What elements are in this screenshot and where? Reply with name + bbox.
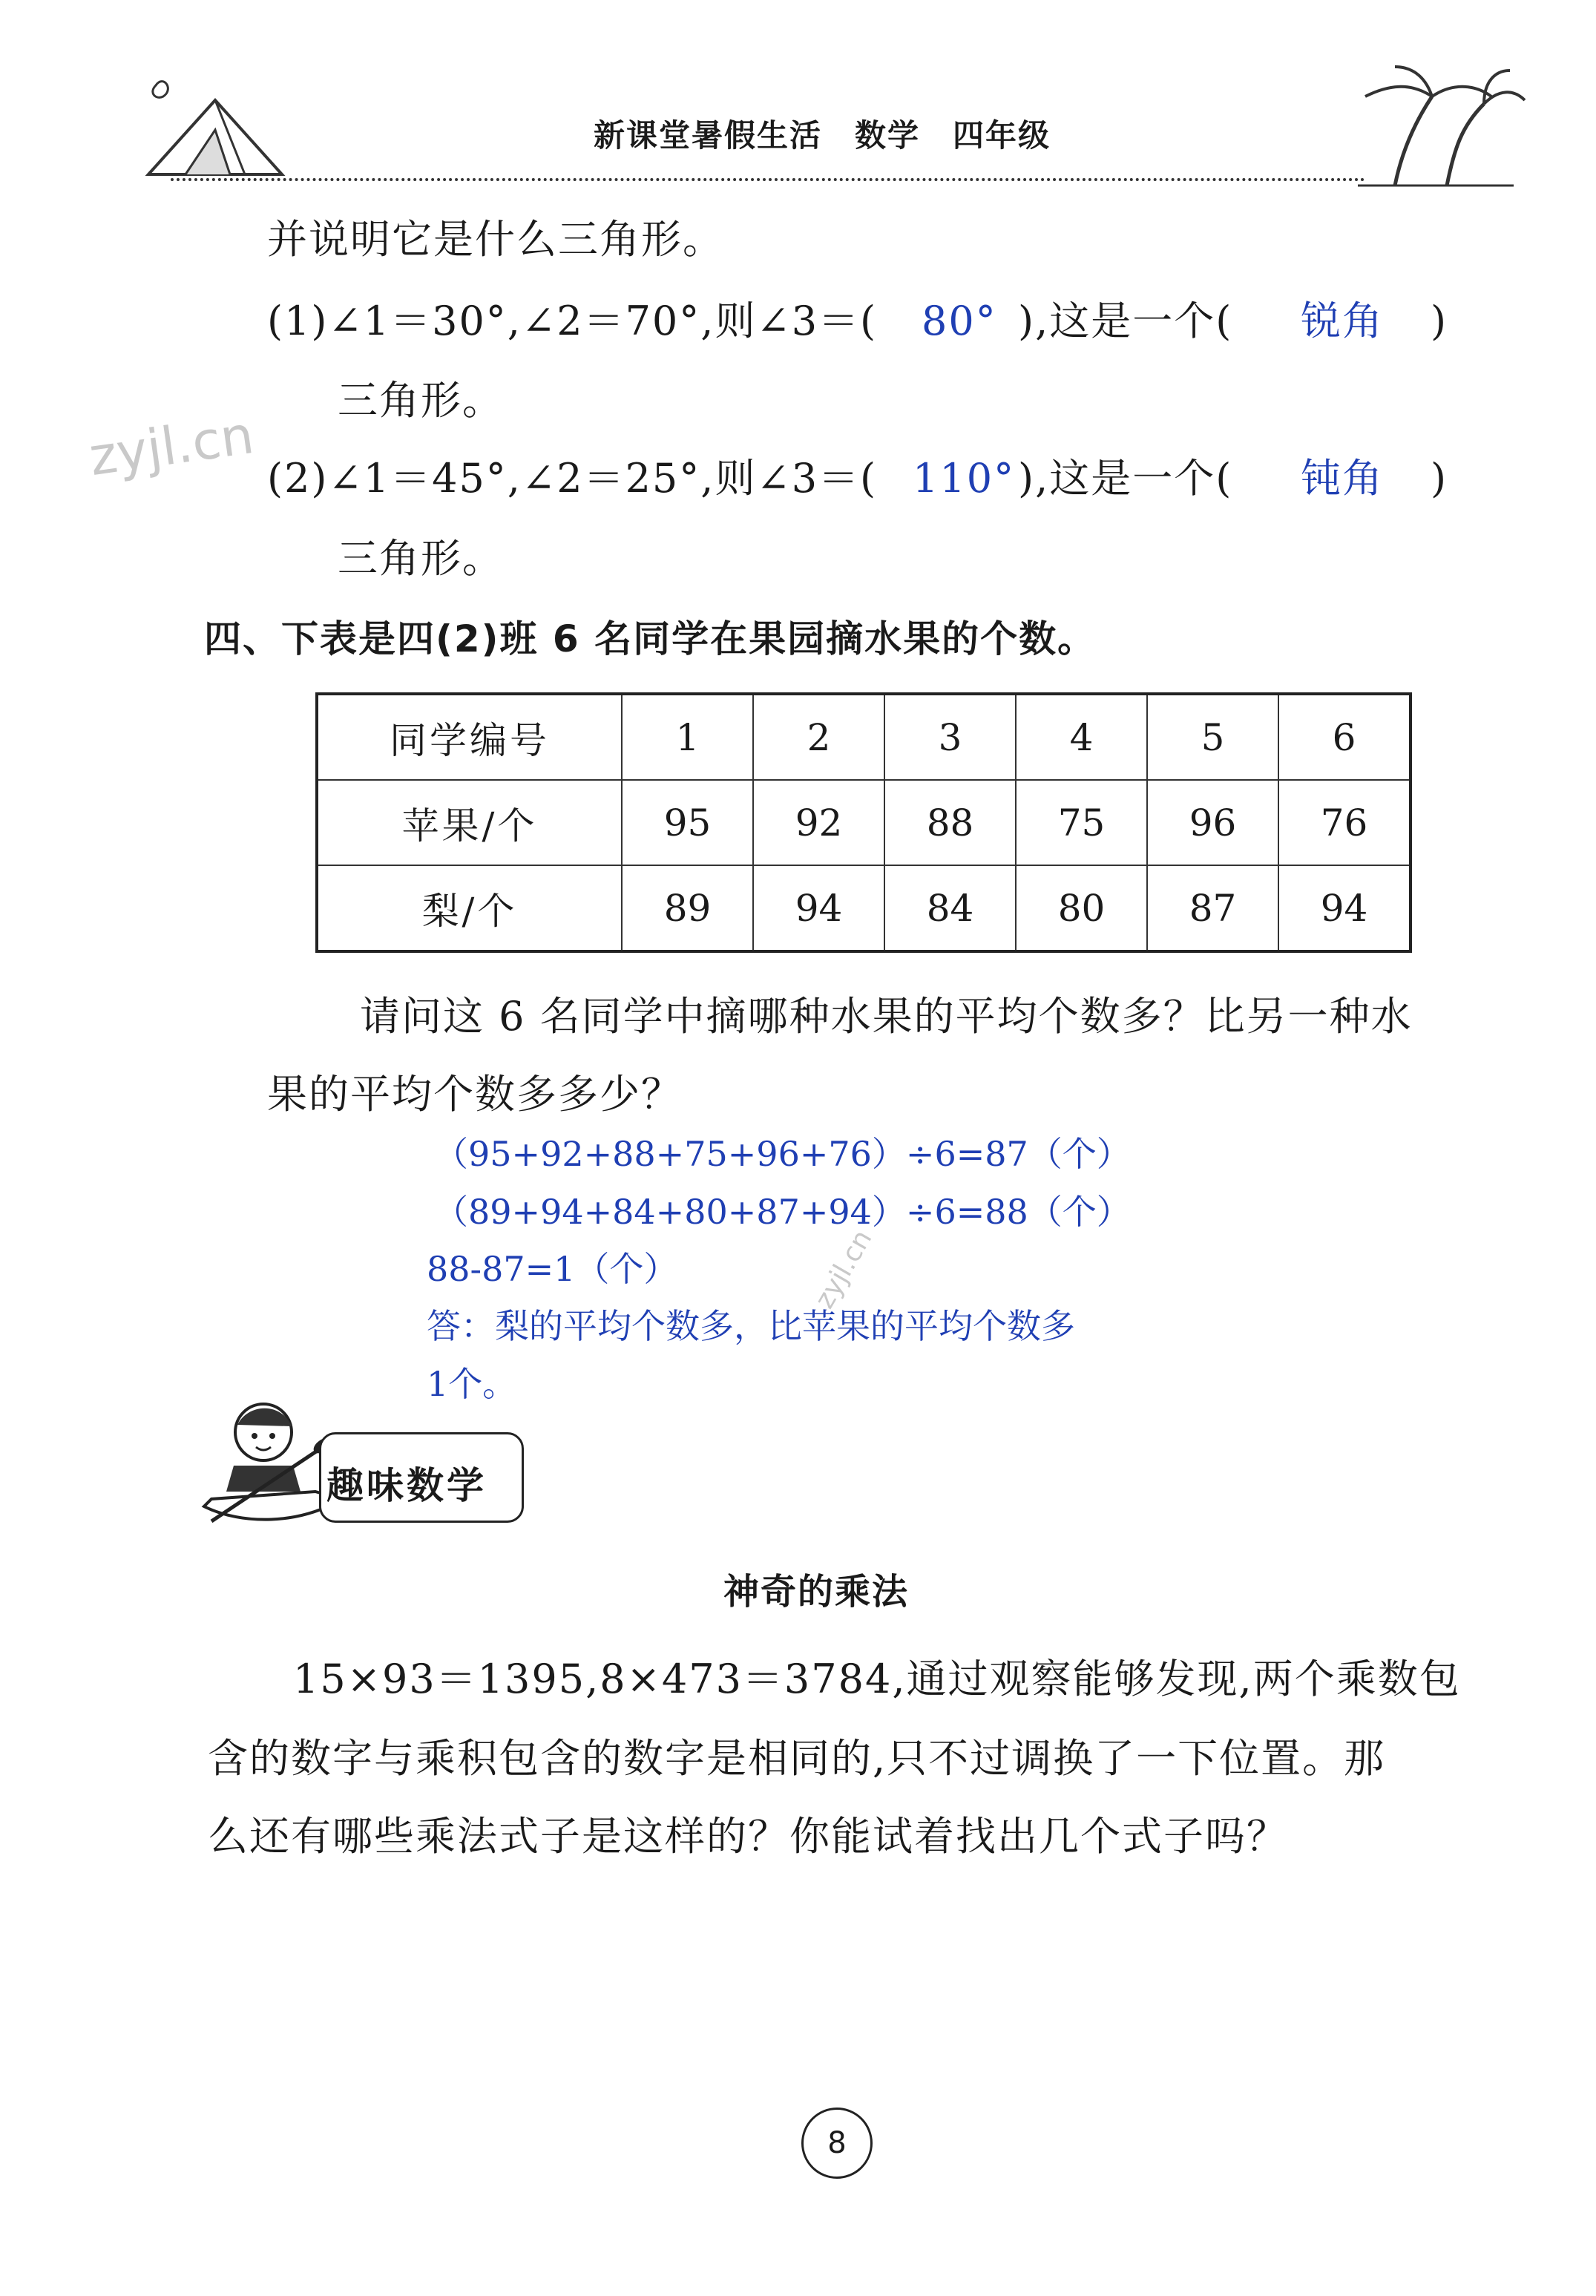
q1-answer-angle: 80° [922,298,997,344]
header-divider [171,178,1365,181]
fun-math-para-line2: 含的数字与乘积包含的数字是相同的,只不过调换了一下位置。那 [208,1735,1386,1782]
answer-line1: （95+92+88+75+96+76）÷6=87（个） [434,1134,1131,1174]
watermark-middle: zyjl.cn [809,1224,879,1314]
watermark-side: zyjl.cn [85,404,257,488]
table-row [317,694,1411,780]
row-label-pear: 梨/个 [317,865,622,951]
answer-line5: 1个。 [427,1364,517,1404]
table-cell: 2 [753,694,884,780]
page-number: 8 [801,2108,873,2179]
table-cell: 84 [884,865,1016,951]
tent-illustration [134,70,326,182]
table-cell: 88 [884,780,1016,865]
table-cell: 96 [1147,780,1278,865]
q2-prefix: (2)∠1＝45°,∠2＝25°,则∠3＝( [267,455,878,502]
table-cell: 4 [1016,694,1147,780]
header-title: 新课堂暑假生活 数学 四年级 [594,117,1051,154]
table-row [317,780,1411,865]
table-cell: 6 [1278,694,1411,780]
answer-line2: （89+94+84+80+87+94）÷6=88（个） [434,1192,1131,1232]
table-cell: 94 [1278,865,1411,951]
q1-answer-type: 锐角 [1301,298,1384,344]
fun-math-para-line3: 么还有哪些乘法式子是这样的？你能试着找出几个式子吗？ [208,1813,1288,1860]
table-cell: 87 [1147,865,1278,951]
table-cell: 5 [1147,694,1278,780]
table-cell: 75 [1016,780,1147,865]
fruit-table [315,692,1412,953]
answer-line3: 88-87=1（个） [427,1249,678,1289]
table-header-label: 同学编号 [317,694,622,780]
q2-suffix: ) [1431,455,1448,502]
table-cell: 76 [1278,780,1411,865]
q1-tail: 三角形。 [338,377,504,424]
problem4-question-line2: 果的平均个数多多少？ [267,1071,683,1118]
fun-math-title: 神奇的乘法 [723,1571,910,1613]
answer-line4: 答：梨的平均个数多，比苹果的平均个数多 [427,1306,1075,1346]
q1-suffix: ) [1431,298,1448,344]
table-cell: 80 [1016,865,1147,951]
table-cell: 95 [622,780,753,865]
table-cell: 1 [622,694,753,780]
q2-answer-type: 钝角 [1301,455,1384,502]
fun-math-badge-label: 趣味数学 [326,1464,487,1507]
q2-answer-angle: 110° [913,455,1016,502]
table-row [317,865,1411,951]
table-cell: 92 [753,780,884,865]
q2-middle: ),这是一个( [1018,455,1233,502]
table-cell: 94 [753,865,884,951]
fun-math-para-line1: 15×93＝1395,8×473＝3784,通过观察能够发现,两个乘数包 [293,1656,1461,1702]
q2-tail: 三角形。 [338,535,504,582]
q1-prefix: (1)∠1＝30°,∠2＝70°,则∠3＝( [267,298,878,344]
palm-trees-illustration [1336,59,1528,193]
q1-middle: ),这是一个( [1018,298,1233,344]
table-cell: 3 [884,694,1016,780]
problem4-title: 四、下表是四(2)班 6 名同学在果园摘水果的个数。 [204,617,1097,660]
table-cell: 89 [622,865,753,951]
problem3-intro: 并说明它是什么三角形。 [267,216,724,263]
problem4-question-line1: 请问这 6 名同学中摘哪种水果的平均个数多？比另一种水 [360,993,1413,1040]
row-label-apple: 苹果/个 [317,780,622,865]
